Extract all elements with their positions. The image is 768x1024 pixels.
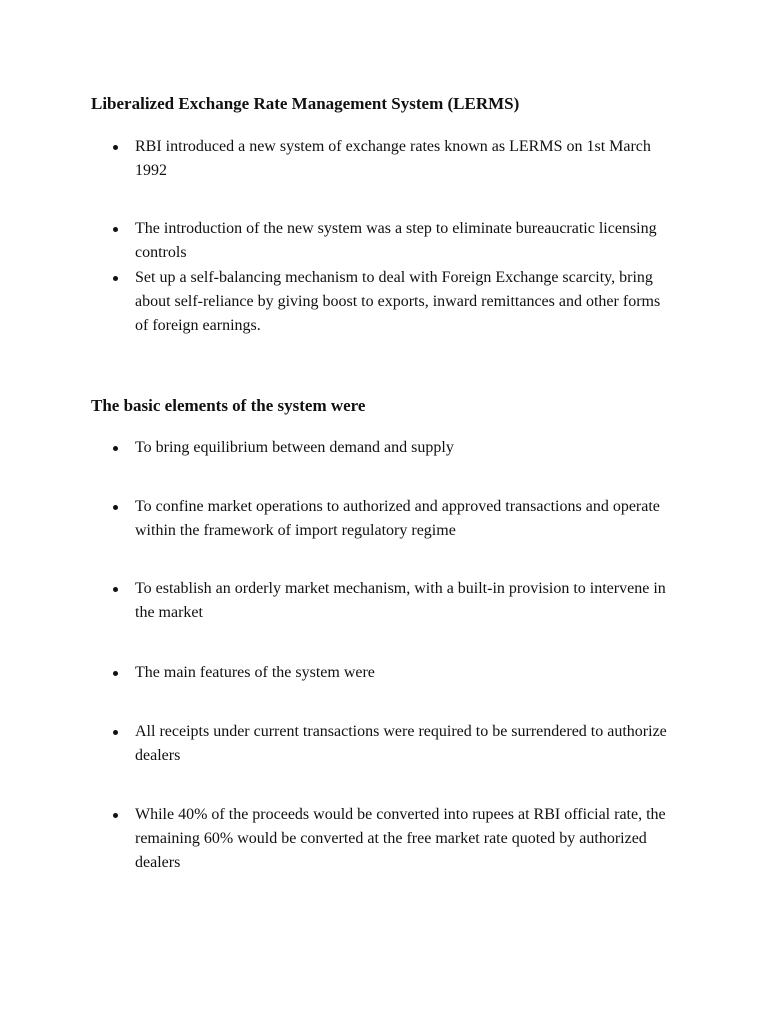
list-item-text: The main features of the system were bbox=[135, 664, 375, 681]
bullet-icon bbox=[113, 446, 118, 451]
list-item bbox=[113, 436, 673, 460]
bullet-icon bbox=[113, 227, 118, 232]
list-item bbox=[113, 803, 673, 875]
bullet-icon bbox=[113, 505, 118, 510]
bullet-icon bbox=[113, 276, 118, 281]
list-item-text: All receipts under current transactions were required to be surrendered to authorize dealers bbox=[135, 723, 667, 764]
list-item-text: RBI introduced a new system of exchange rates known as LERMS on 1st March 1992 bbox=[135, 138, 651, 179]
list-item-text: To establish an orderly market mechanism, with a built-in provision to intervene in the market bbox=[135, 580, 666, 621]
bullet-icon bbox=[113, 671, 118, 676]
list-item-text: The introduction of the new system was a step to eliminate bureaucratic licensing controls bbox=[135, 220, 657, 261]
section-heading-basic-elements: The basic elements of the system were bbox=[91, 396, 366, 415]
list-item-text: To bring equilibrium between demand and supply bbox=[135, 439, 454, 456]
list-item-text: To confine market operations to authorized and approved transactions and operate within the framework of import regulatory regime bbox=[135, 498, 660, 539]
bullet-icon bbox=[113, 587, 118, 592]
section-heading-lerms: Liberalized Exchange Rate Management System (LERMS) bbox=[91, 94, 520, 113]
list-item bbox=[113, 217, 673, 265]
list-item-text: Set up a self-balancing mechanism to deal with Foreign Exchange scarcity, bring about self-reliance by giving boost to exports, inward remittances and other forms of foreign earnings. bbox=[135, 269, 661, 334]
list-item bbox=[113, 661, 673, 685]
bullet-icon bbox=[113, 730, 118, 735]
bullet-icon bbox=[113, 813, 118, 818]
bullet-icon bbox=[113, 145, 118, 150]
list-item bbox=[113, 577, 673, 625]
list-item-text: While 40% of the proceeds would be converted into rupees at RBI official rate, the remaining 60% would be converted at the free market rate quoted by authorized dealers bbox=[135, 806, 666, 871]
list-item bbox=[113, 495, 673, 543]
list-item bbox=[113, 720, 673, 768]
list-item bbox=[113, 135, 673, 183]
list-item bbox=[113, 266, 673, 338]
